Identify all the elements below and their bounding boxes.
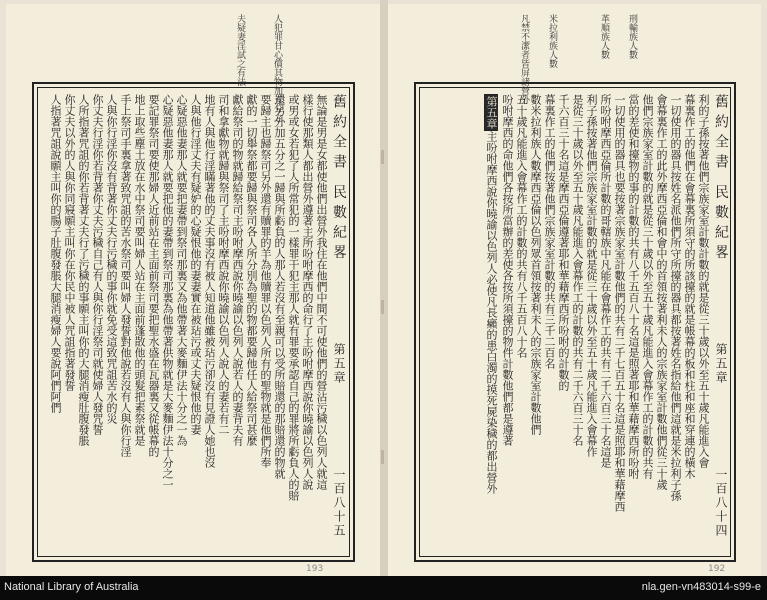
binding-stitch <box>381 150 384 164</box>
text-column: 地上取些塵土放在水中祭司要叫婦人站在主面前蓬散他的頭髮把素祭就是 <box>133 94 146 446</box>
text-column: 你丈夫行淫你若背著你丈夫污穢自己有人與你行淫祭司就使婦人發咒誓 <box>91 94 104 435</box>
binding-stitch <box>381 300 384 314</box>
text-column: 或男或女若犯了人所常犯的一樣罪干犯主那人就有罪要承認自己的罪將所虧負人的賠 <box>287 94 300 501</box>
text-column: 幕裏作工的他們在會幕裏所須守的所該擡的就是帳幕的板和柱和座和穿連的橫木 <box>683 94 696 479</box>
footer-library-name: National Library of Australia <box>4 581 139 593</box>
text-column: 要歸主也歸祭司另外還有贖罪的羊為他贖罪以色列人所有的聖物就是他們所奉 <box>259 94 272 468</box>
footer-bar <box>0 576 767 600</box>
text-frame <box>414 82 736 562</box>
pencil-folio: 192 <box>708 564 726 574</box>
text-column: 地有人與他行淫瞞著他的丈夫事沒有被人知道他雖被玷污卻沒有見證人她也沒 <box>203 94 216 468</box>
text-column: 心疑惡他妻那人就要把妻帶到祭司那裏又為他帶著大麥麵伊法十分之一為 <box>175 94 188 446</box>
text-column: 一切使用的器具按姓名派他們所守所擡的器具都按著姓名指給他們這就是米拉利子孫 <box>669 94 682 501</box>
margin-note: 革順族人數 <box>599 14 609 59</box>
left-page <box>6 4 380 576</box>
text-column: 人所指著咒詛的你若背著丈夫行了污穢的事願主叫你的大腿消瘦肚腹發脹 <box>77 94 90 446</box>
margin-note: 刑輸族人數 <box>627 14 637 59</box>
text-column: 獻的一切舉祭都要歸與祭司各人所分別為聖的物都要歸他任人給祭司甚麼 <box>245 94 258 446</box>
text-column: 人與你行淫你沒有背著你丈夫行污穢的事你就免受這致咒詛苦水的災 <box>105 94 118 424</box>
running-header: 舊約全書 民數紀畧 <box>331 94 347 265</box>
text-column: 利子孫按著他們宗族家室計數的就是從三十歲以外至五十歲凡能進入會幕作 <box>585 94 598 457</box>
pencil-folio: 193 <box>306 564 324 574</box>
text-column: 一切使用的器具也要按著宗族家室計數他們的共有二千七百五十名這是照耶和華藉摩西 <box>613 94 626 512</box>
text-column: 幕裏作工的他們按著他們宗族家室計數的共有三千二百名 <box>543 94 556 369</box>
text-column: 五十歲凡能進入會幕作工的計數的共有八千五百八十名 <box>515 94 528 358</box>
text-column: 會幕裏作工的此外摩西亞倫和會中的首領按著利未人的宗族家室計數他們從三十歲 <box>655 94 668 490</box>
text-column: 獻給祭司的物就歸給祭司主吩咐摩西說你曉諭以色列人說若人的妻背夫有 <box>231 94 244 446</box>
right-page <box>388 4 761 576</box>
binding-stitch <box>381 450 384 464</box>
text-column: 手上祭司手裏拿著致咒詛的苦水祭司要叫婦人發誓對他說若沒有人與你行淫 <box>119 94 132 457</box>
margin-note: 米拉利族人數 <box>547 14 557 68</box>
chapter-box-column <box>484 94 498 556</box>
page-number: 一百八十五 <box>332 468 346 538</box>
book-gutter <box>380 0 388 576</box>
text-column: 還另外加五分之一歸與所虧負的人那人若沒有至親可以受所賠還的那賠還的物就 <box>273 94 286 479</box>
text-column: 你丈夫以外的人與你同寢願主叫你在你民中被人咒詛指著發誓 <box>63 94 76 391</box>
margin-note: 人犯罪甘心償其物加五分之一 <box>272 14 282 131</box>
text-column: 人與他行淫丈夫有疑妒的心疑恨他的妻妻實在被玷污或丈夫疑恨他的妻 <box>189 94 202 435</box>
text-column: 是從三十歲以外至五十歲凡能進入會幕作工的計數的共有二千六百三十名 <box>571 94 584 446</box>
chapter-label: 第五章 <box>714 343 728 385</box>
text-column: 主吩咐摩西說你曉諭以色列人必使凡長癩的患白濁的摸死屍染穢的都出營外 <box>485 131 498 494</box>
text-column: 心疑惡他妻那人就要把他的妻帶到祭司那裏為他帶著供物就是大麥麵伊法十分之一 <box>161 94 174 490</box>
margin-note: 凡禁不潔者皆屏諸營外 <box>519 14 529 104</box>
text-column: 所吩咐摩西亞倫所計數的哥轄族中凡能在會幕作工的共有二千六百三十名這是 <box>599 94 612 468</box>
text-column: 數米拉利族人數摩西亞倫以色列眾首領按著利未人的宗族家室計數他們 <box>529 94 542 435</box>
text-column: 要記罪祭司要使那婦人近前站在主面前祭司要把聖水盛在瓦器裏又從帳幕的 <box>147 94 160 457</box>
text-area <box>419 87 731 557</box>
text-column: 吩咐摩西的命他們各按所當辦的差使各按所須擡的物件計數他們都是遵著 <box>501 94 514 446</box>
page-number: 一百八十四 <box>714 468 728 538</box>
text-column: 當的差使和擡物的事的計數的共有八千五百八十名這是照著耶和華藉摩西所吩咐 <box>627 94 640 479</box>
text-column: 千六百三十名這是摩西亞倫遵著耶和華藉摩西所吩咐的計數的 <box>557 94 570 391</box>
text-column: 利的子孫按著他們宗族家室計數計數的就是從三十歲以外至五十歲凡能進入會 <box>697 94 710 468</box>
text-area <box>37 87 350 557</box>
text-column: 他們宗族家室計數的就是從三十歲以外至五十歲凡能進入會幕作工的計數的共有 <box>641 94 654 479</box>
text-column: 無論是男是女都使他們出營外我住在他們中間不可使他們的營沾污穢以色列人就這 <box>315 94 328 490</box>
chapter-label: 第五章 <box>332 343 346 385</box>
running-header: 舊約全書 民數紀畧 <box>713 94 729 265</box>
text-column: 人指著咒詛說願主叫你的腸子肚腹發脹大腿消瘦婦人要說阿們阿們 <box>49 94 62 413</box>
footer-record-id: nla.gen-vn483014-s99-e <box>641 581 761 593</box>
text-column: 司和拿獻物就歸與祭司了主吩咐摩西說你曉諭以色列人說人的妻若有二 <box>217 94 230 435</box>
margin-note: 夫疑妻淫試之有法 <box>235 14 245 86</box>
text-column: 樣行使那類人都出營外遵著主所吩咐摩西的命行了主吩咐摩西說你曉諭以色列人說 <box>301 94 314 490</box>
chapter-box: 第五章 <box>485 96 498 129</box>
text-frame <box>32 82 355 562</box>
